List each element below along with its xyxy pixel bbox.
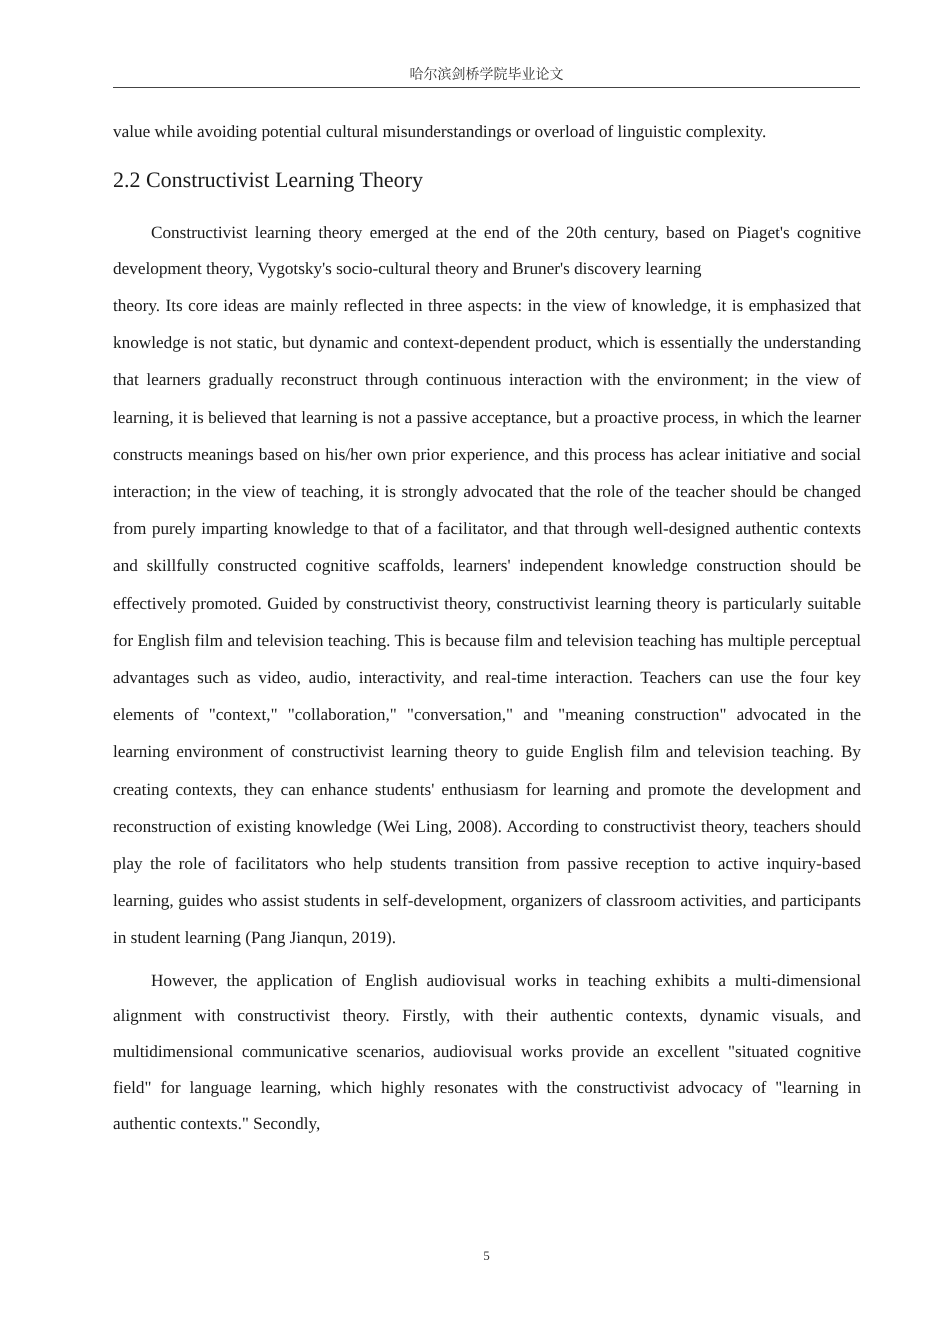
- paragraph-1-opening: [113, 215, 861, 287]
- header-rule: [113, 87, 860, 88]
- section-heading: 2.2 Constructivist Learning Theory: [113, 167, 423, 192]
- paragraph-2: However, the application of English audiovisual works in teaching exhibits a multi-dimensional alignment with constructivist theory. Firstly, with their authentic contexts, dynamic visuals, and multidimensional communicative scenarios, audiovisual works provide an excellent "situated cognitive field" for language learning, which highly resonates with the constructivist advocacy of "learning in authentic contexts." Secondly,: [113, 970, 861, 1133]
- continued-line: value while avoiding potential cultural misunderstandings or overload of linguistic complexity.: [113, 122, 767, 141]
- body-text: [113, 115, 861, 1142]
- paragraph-1-opening-text: Constructivist learning theory emerged at the end of the 20th century, based on Piaget's cognitive development theory, Vygotsky's socio-cultural theory and Bruner's discovery learning: [113, 223, 861, 278]
- page-number: 5: [483, 1248, 490, 1263]
- running-header: 哈尔滨剑桥学院毕业论文: [409, 67, 564, 83]
- paragraph-1-body: theory. Its core ideas are mainly reflected in three aspects: in the view of knowledge, it is emphasized that knowledge is not static, but dynamic and context-dependent product, which is essentially the understanding that learners gradually reconstruct through continuous interaction with the environment; in the view of learning, it is believed that learning is not a passive acceptance, but a proactive process, in which the learner constructs meanings based on his/her own prior experience, and this process has aclear initiative and social interaction; in the view of teaching, it is strongly advocated that the role of the teacher should be changed from purely imparting knowledge to that of a facilitator, and that through well-designed authentic contexts and skillfully constructed cognitive scaffolds, learners' independent knowledge construction should be effectively promoted. Guided by constructivist theory, constructivist learning theory is particularly suitable for English film and television teaching. This is because film and television teaching has multiple perceptual advantages such as video, audio, interactivity, and real-time interaction. Teachers can use the four key elements of "context," "collaboration," "conversation," and "meaning construction" advocated in the learning environment of constructivist learning theory to guide English film and television teaching. By creating contexts, they can enhance students' enthusiasm for learning and promote the development and reconstruction of existing knowledge (Wei Ling, 2008). According to constructivist theory, teachers should play the role of facilitators who help students transition from passive reception to active inquiry-based learning, guides who assist students in self-development, organizers of classroom activities, and participants in student learning (Pang Jianqun, 2019).: [113, 296, 861, 948]
